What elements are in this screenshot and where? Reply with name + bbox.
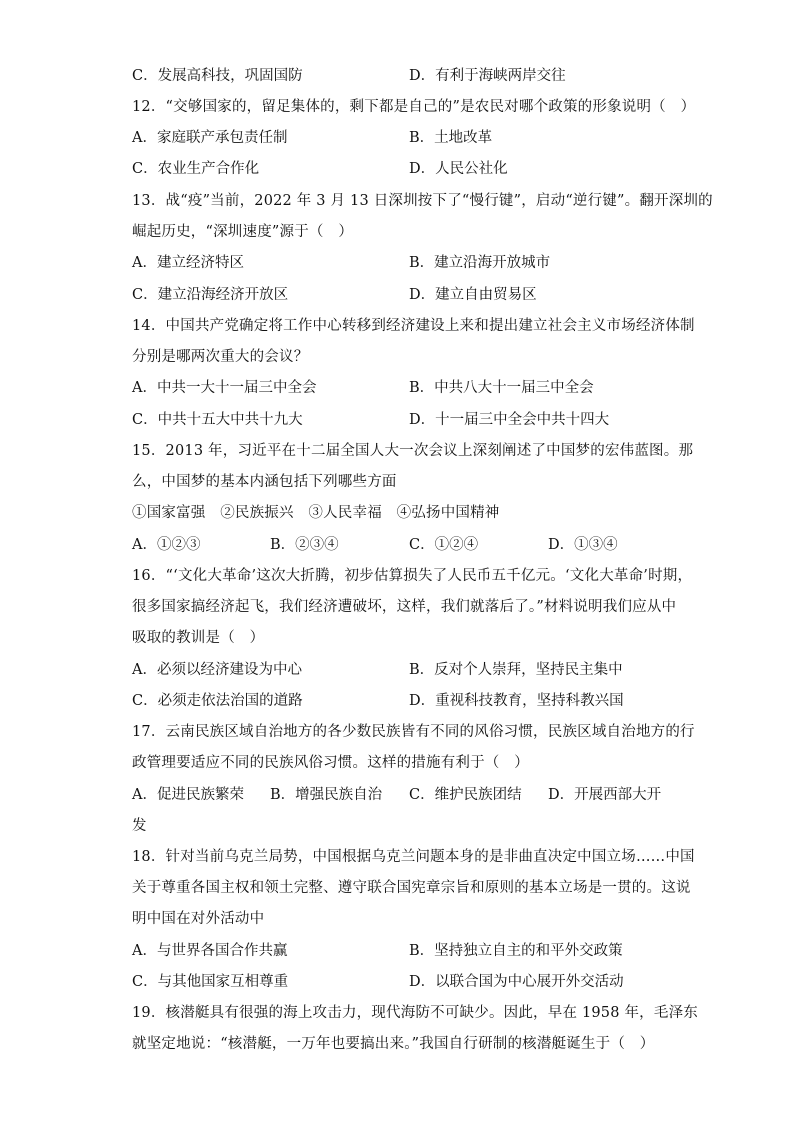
- q13-option-b: B．建立沿海开放城市: [409, 255, 551, 271]
- q14-option-b: B．中共八大十一届三中全会: [409, 380, 594, 396]
- q17-option-d-continued: 发: [132, 818, 147, 834]
- q16-stem-line2: 很多国家搞经济起飞，我们经济遭破坏，这样，我们就落后了。”材料说明我们应从中: [132, 599, 677, 615]
- q16-stem-line1: 16．“‘文化大革命’这次大折腾，初步估算损失了人民币五千亿元。‘文化大革命’时期，: [132, 568, 693, 584]
- q18-option-d: D．以联合国为中心展开外交活动: [409, 974, 624, 990]
- q18-stem-line3: 明中国在对外活动中: [132, 911, 265, 927]
- q12-option-c: C．农业生产合作化: [132, 161, 260, 177]
- q16-option-a: A．必须以经济建设为中心: [132, 662, 302, 678]
- q15-stem-line1: 15．2013 年，习近平在十二届全国人大一次会议上深刻阐述了中国梦的宏伟蓝图。那: [132, 443, 694, 459]
- q15-items: ①国家富强 ②民族振兴 ③人民幸福 ④弘扬中国精神: [132, 505, 500, 521]
- q18-option-a: A．与世界各国合作共赢: [132, 943, 288, 959]
- q16-option-d: D．重视科技教育，坚持科教兴国: [409, 693, 624, 709]
- q18-stem-line2: 关于尊重各国主权和领土完整、遵守联合国宪章宗旨和原则的基本立场是一贯的。这说: [132, 880, 691, 896]
- q19-stem-line2: 就坚定地说：“核潜艇，一万年也要搞出来。”我国自行研制的核潜艇诞生于（ ）: [132, 1036, 655, 1052]
- q15-option-b: B．②③④: [270, 537, 339, 553]
- q17-stem-line2: 政管理要适应不同的民族风俗习惯。这样的措施有利于（ ）: [132, 755, 529, 771]
- q13-option-a: A．建立经济特区: [132, 255, 244, 271]
- q13-stem-line1: 13．战“疫”当前，2022 年 3 月 13 日深圳按下了“慢行键”，启动“逆行键”。翻开深圳的: [132, 193, 713, 209]
- q12-option-b: B．土地改革: [409, 130, 493, 146]
- q16-stem-line3: 吸取的教训是（ ）: [132, 630, 265, 646]
- q14-stem-line2: 分别是哪两次重大的会议？: [132, 349, 309, 365]
- q13-option-d: D．建立自由贸易区: [409, 287, 537, 303]
- q17-stem-line1: 17．云南民族区域自治地方的各少数民族皆有不同的风俗习惯，民族区域自治地方的行: [132, 724, 695, 740]
- q18-option-b: B．坚持独立自主的和平外交政策: [409, 943, 623, 959]
- q12-option-a: A．家庭联产承包责任制: [132, 130, 288, 146]
- q14-option-a: A．中共一大十一届三中全会: [132, 380, 317, 396]
- q17-option-a: A．促进民族繁荣: [132, 787, 244, 803]
- q18-option-c: C．与其他国家互相尊重: [132, 974, 289, 990]
- q15-stem-line2: 么，中国梦的基本内涵包括下列哪些方面: [132, 474, 397, 490]
- q11-option-d: D．有利于海峡两岸交往: [409, 68, 566, 84]
- q16-option-c: C．必须走依法治国的道路: [132, 693, 303, 709]
- q15-option-a: A．①②③: [132, 537, 201, 553]
- q16-option-b: B．反对个人崇拜，坚持民主集中: [409, 662, 623, 678]
- q15-option-d: D．①③④: [548, 537, 618, 553]
- q17-option-d: D．开展西部大开: [548, 787, 662, 803]
- q12-stem: 12．“交够国家的，留足集体的，剩下都是自己的”是农民对哪个政策的形象说明（ ）: [132, 99, 696, 115]
- q13-stem-line2: 崛起历史，“深圳速度”源于（ ）: [132, 224, 354, 240]
- q14-stem-line1: 14．中国共产党确定将工作中心转移到经济建设上来和提出建立社会主义市场经济体制: [132, 318, 695, 334]
- q12-option-d: D．人民公社化: [409, 161, 508, 177]
- q11-option-c: C．发展高科技，巩固国防: [132, 68, 303, 84]
- q14-option-d: D．十一届三中全会中共十四大: [409, 412, 610, 428]
- q17-option-b: B．增强民族自治: [270, 787, 383, 803]
- q19-stem-line1: 19．核潜艇具有很强的海上攻击力，现代海防不可缺少。因此，早在 1958 年，毛泽东: [132, 1005, 698, 1021]
- q17-option-c: C．维护民族团结: [409, 787, 522, 803]
- q13-option-c: C．建立沿海经济开放区: [132, 287, 289, 303]
- q14-option-c: C．中共十五大中共十九大: [132, 412, 303, 428]
- q15-option-c: C．①②④: [409, 537, 479, 553]
- q18-stem-line1: 18．针对当前乌克兰局势，中国根据乌克兰问题本身的是非曲直决定中国立场……中国: [132, 849, 695, 865]
